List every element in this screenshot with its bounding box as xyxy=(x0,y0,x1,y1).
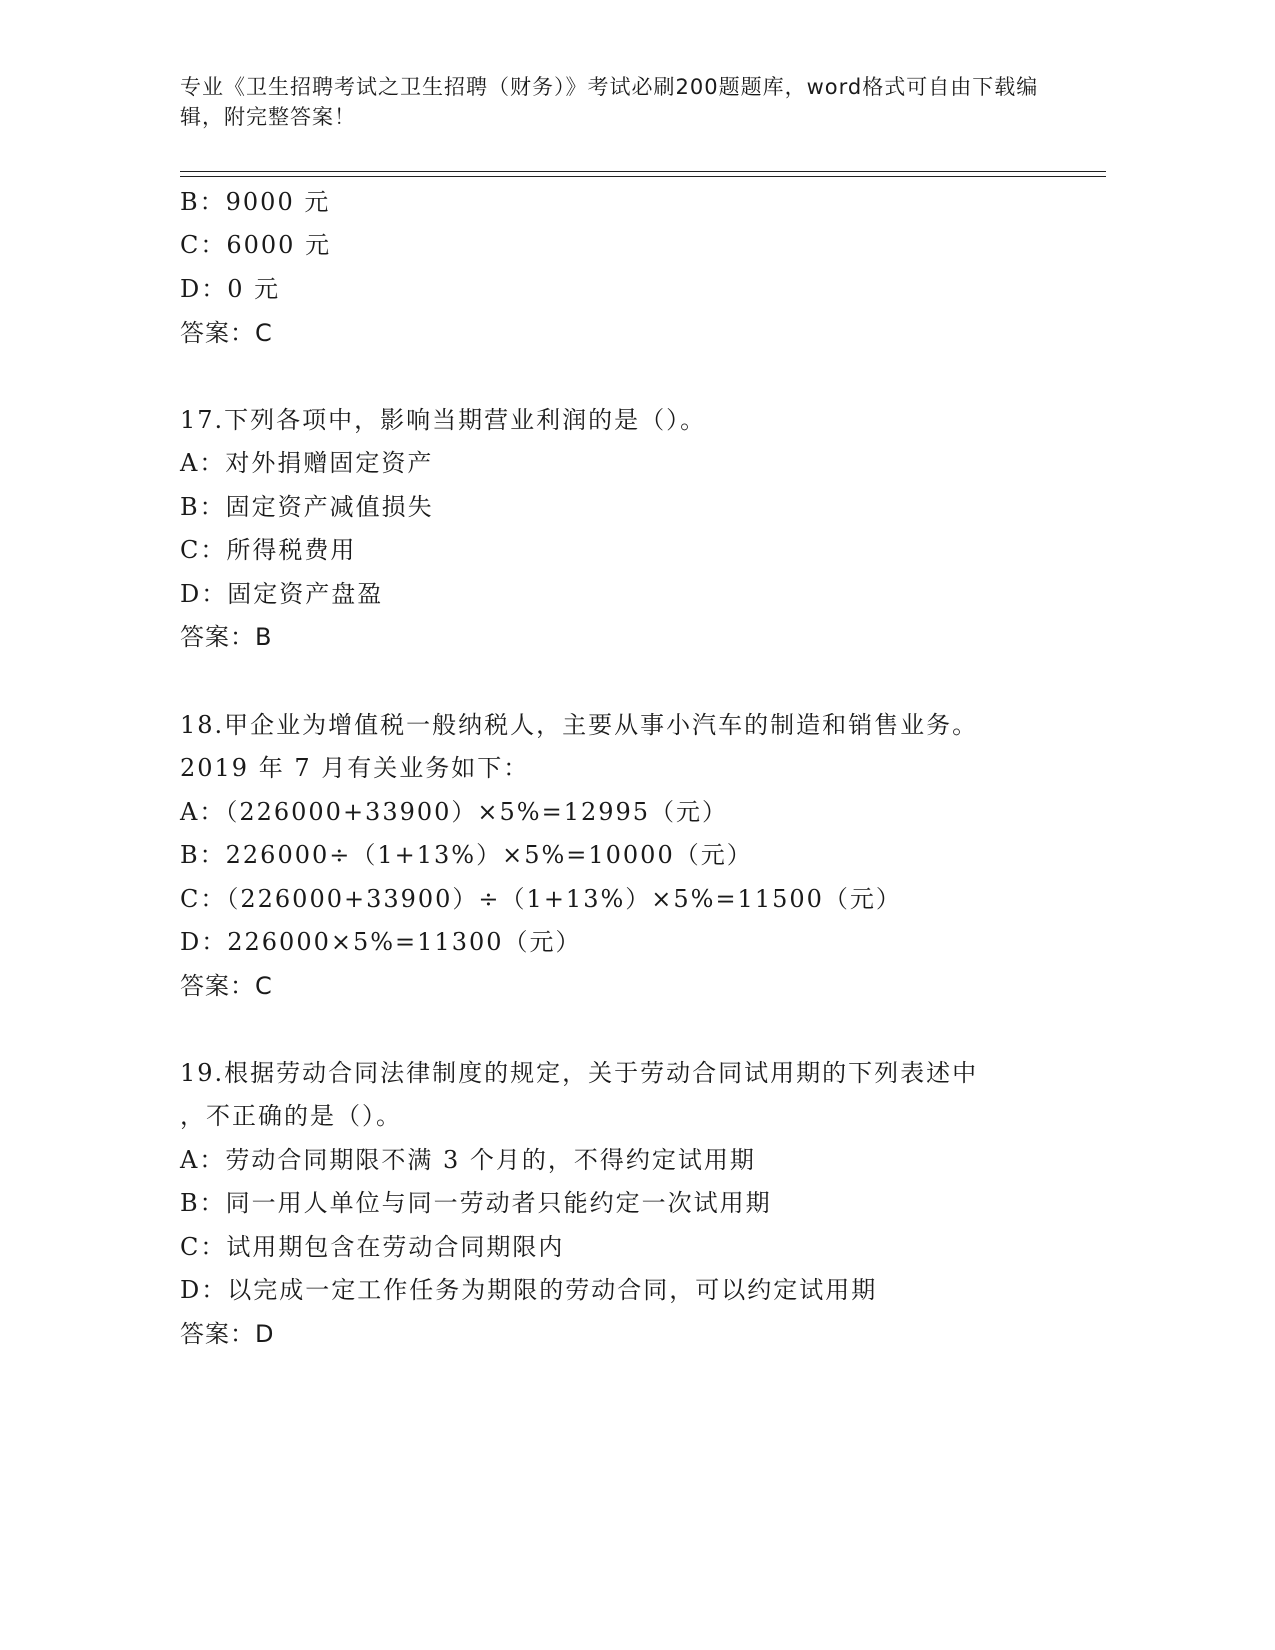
header-divider-top xyxy=(180,171,1106,172)
q19-stem-line1: 19.根据劳动合同法律制度的规定，关于劳动合同试用期的下列表述中 xyxy=(180,1059,979,1087)
q19-option-a: A：劳动合同期限不满 3 个月的，不得约定试用期 xyxy=(180,1146,756,1174)
document-header: 专业《卫生招聘考试之卫生招聘（财务）》考试必刷200题题库，word格式可自由下载编辑，附完整答案！ xyxy=(180,75,1039,129)
q19-option-b: B：同一用人单位与同一劳动者只能约定一次试用期 xyxy=(180,1189,772,1217)
q16-answer: 答案：C xyxy=(180,319,273,347)
q17-stem: 17.下列各项中，影响当期营业利润的是（）。 xyxy=(180,406,707,434)
q17-option-c: C：所得税费用 xyxy=(180,536,357,564)
q17-option-a: A：对外捐赠固定资产 xyxy=(180,449,434,477)
q16-option-b: B：9000 元 xyxy=(180,188,331,216)
q18-option-b: B：226000÷（1+13%）×5%=10000（元） xyxy=(180,841,753,869)
q16-option-d: D：0 元 xyxy=(180,275,281,303)
q19-option-c: C：试用期包含在劳动合同期限内 xyxy=(180,1233,565,1261)
q18-stem-line2: 2019 年 7 月有关业务如下： xyxy=(180,754,530,782)
q17-option-b: B：固定资产减值损失 xyxy=(180,493,434,521)
q19-answer: 答案：D xyxy=(180,1320,275,1348)
q18-option-d: D：226000×5%=11300（元） xyxy=(180,928,582,956)
q18-option-c: C：（226000+33900）÷（1+13%）×5%=11500（元） xyxy=(180,885,902,913)
q19-stem-line2: ，不正确的是（）。 xyxy=(180,1102,402,1130)
q18-answer: 答案：C xyxy=(180,972,273,1000)
q17-answer: 答案：B xyxy=(180,623,273,651)
q16-option-c: C：6000 元 xyxy=(180,231,332,259)
q19-option-d: D：以完成一定工作任务为期限的劳动合同，可以约定试用期 xyxy=(180,1276,878,1304)
q18-stem-line1: 18.甲企业为增值税一般纳税人，主要从事小汽车的制造和销售业务。 xyxy=(180,711,979,739)
q17-option-d: D：固定资产盘盈 xyxy=(180,580,384,608)
q18-option-a: A：（226000+33900）×5%=12995（元） xyxy=(180,798,729,826)
header-divider-bottom xyxy=(180,176,1106,177)
